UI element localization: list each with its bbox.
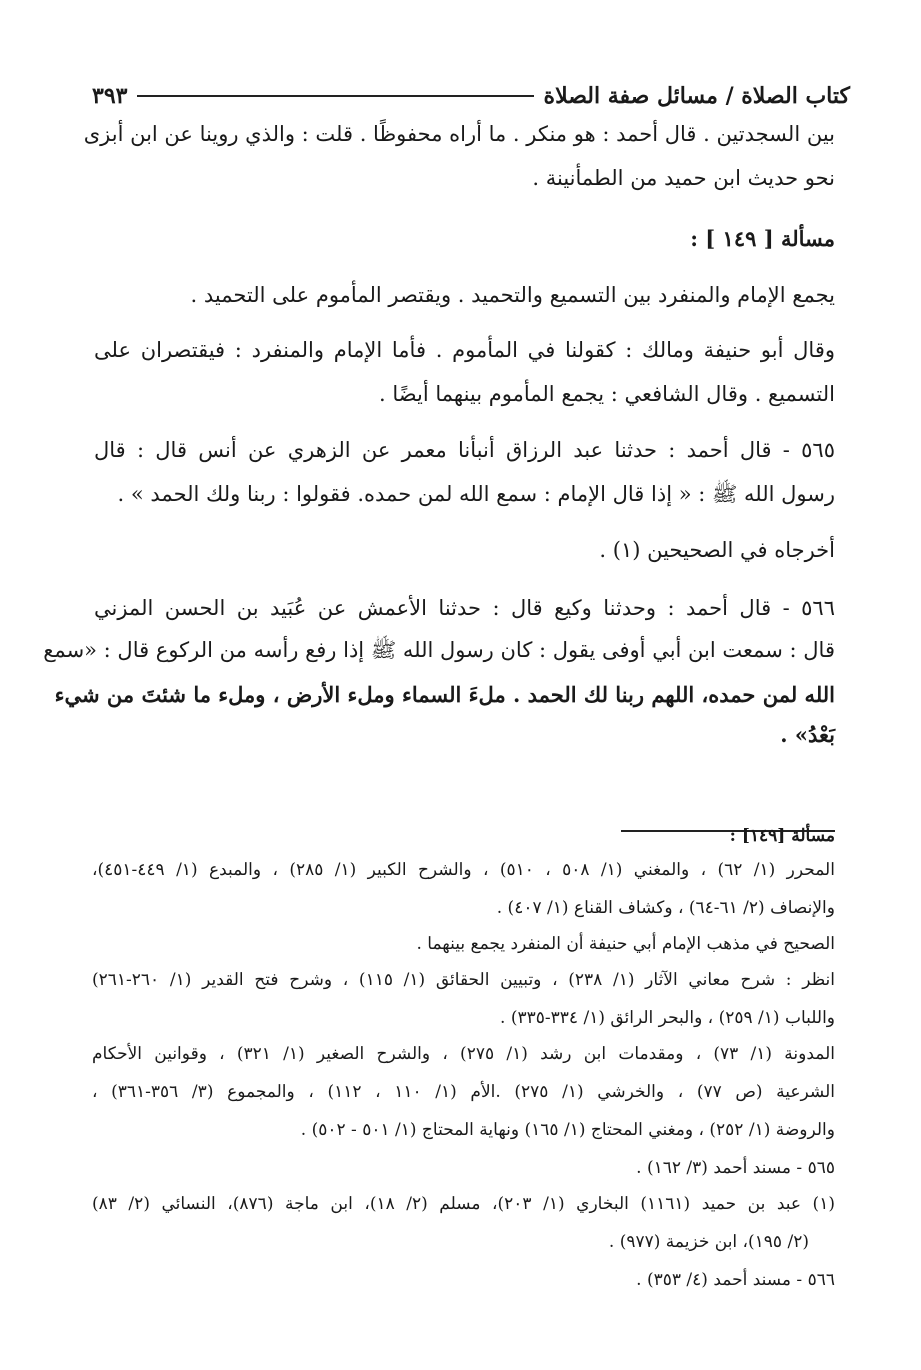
- footnote-line: (١) عبد بن حميد (١١٦١) البخاري (١/ ٢٠٣)، مسلم (٢/ ١٨)، ابن ماجة (٨٧٦)، النسائي (٢/ ٨٣): [92, 1194, 835, 1214]
- text-line: نحو حديث ابن حميد من الطمأنينة .: [532, 166, 835, 190]
- text-line: ٥٦٥ - قال أحمد : حدثنا عبد الرزاق أنبأنا معمر عن الزهري عن أنس قال : قال: [94, 438, 835, 462]
- text-line: وقال أبو حنيفة ومالك : كقولنا في المأموم . فأما الإمام والمنفرد : فيقتصران على: [94, 338, 835, 362]
- footnote-line: المحرر (١/ ٦٢) ، والمغني (١/ ٥٠٨ ، ٥١٠) ، والشرح الكبير (١/ ٢٨٥) ، والمبدع (١/ ٤٤٩-٤٥١)،: [92, 860, 835, 880]
- page-number: ٣٩٣: [92, 83, 128, 109]
- section-heading: مسألة [ ١٤٩ ] :: [690, 226, 835, 251]
- footnote-line: المدونة (١/ ٧٣) ، ومقدمات ابن رشد (١/ ٢٧٥) ، والشرح الصغير (١/ ٣٢١) ، وقوانين الأحكام: [92, 1044, 835, 1064]
- footnote-line: ٥٦٥ - مسند أحمد (٣/ ١٦٢) .: [636, 1158, 835, 1178]
- text-line: التسميع . وقال الشافعي : يجمع المأموم بينهما أيضًا .: [379, 382, 835, 406]
- footnote-line: انظر : شرح معاني الآثار (١/ ٢٣٨) ، وتبيين الحقائق (١/ ١١٥) ، وشرح فتح القدير (١/ ٢٦٠-٢٦١): [92, 970, 835, 990]
- footnote-line: واللباب (١/ ٢٥٩) ، والبحر الرائق (١/ ٣٣٤-٣٣٥) .: [500, 1008, 835, 1028]
- footnote-heading: مسألة [١٤٩] :: [729, 826, 835, 846]
- footnote-line: والروضة (١/ ٢٥٢) ، ومغني المحتاج (١/ ١٦٥) ونهاية المحتاج (١/ ٥٠١ - ٥٠٢) .: [300, 1120, 835, 1140]
- text-line: ٥٦٦ - قال أحمد : وحدثنا وكيع قال : حدثنا الأعمش عن عُبَيد بن الحسن المزني: [94, 596, 835, 620]
- footnote-line: الشرعية (ص ٧٧) ، والخرشي (١/ ٢٧٥) .الأم (١/ ١١٠ ، ١١٢) ، والمجموع (٣/ ٣٥٦-٣٦١) ،: [92, 1082, 836, 1102]
- text-line: رسول الله ﷺ : « إذا قال الإمام : سمع الله لمن حمده. فقولوا : ربنا ولك الحمد » .: [117, 482, 835, 506]
- text-line: قال : سمعت ابن أبي أوفى يقول : كان رسول الله ﷺ إذا رفع رأسه من الركوع قال : «سمع: [43, 638, 835, 662]
- text-line: بين السجدتين . قال أحمد : هو منكر . ما أراه محفوظًا . قلت : والذي روينا عن ابن أبزى: [83, 122, 835, 146]
- text-line: يجمع الإمام والمنفرد بين التسميع والتحميد . ويقتصر المأموم على التحميد .: [190, 283, 835, 307]
- header-rule: [137, 95, 533, 97]
- text-line: الله لمن حمده، اللهم ربنا لك الحمد . ملءَ السماء وملء الأرض ، وملء ما شئتَ من شيء: [54, 682, 835, 707]
- text-line: أخرجاه في الصحيحين (١) .: [599, 538, 835, 562]
- text-line: بَعْدُ» .: [780, 722, 835, 747]
- footnote-line: والإنصاف (٢/ ٦١-٦٤) ، وكشاف القناع (١/ ٤٠٧) .: [496, 898, 835, 918]
- footnote-line: (٢/ ١٩٥)، ابن خزيمة (٩٧٧) .: [608, 1232, 809, 1252]
- page-header: [92, 78, 850, 114]
- footnote-line: ٥٦٦ - مسند أحمد (٤/ ٣٥٣) .: [636, 1270, 835, 1290]
- footnote-line: الصحيح في مذهب الإمام أبي حنيفة أن المنفرد يجمع بينهما .: [416, 934, 835, 954]
- running-title: كتاب الصلاة / مسائل صفة الصلاة: [543, 83, 850, 109]
